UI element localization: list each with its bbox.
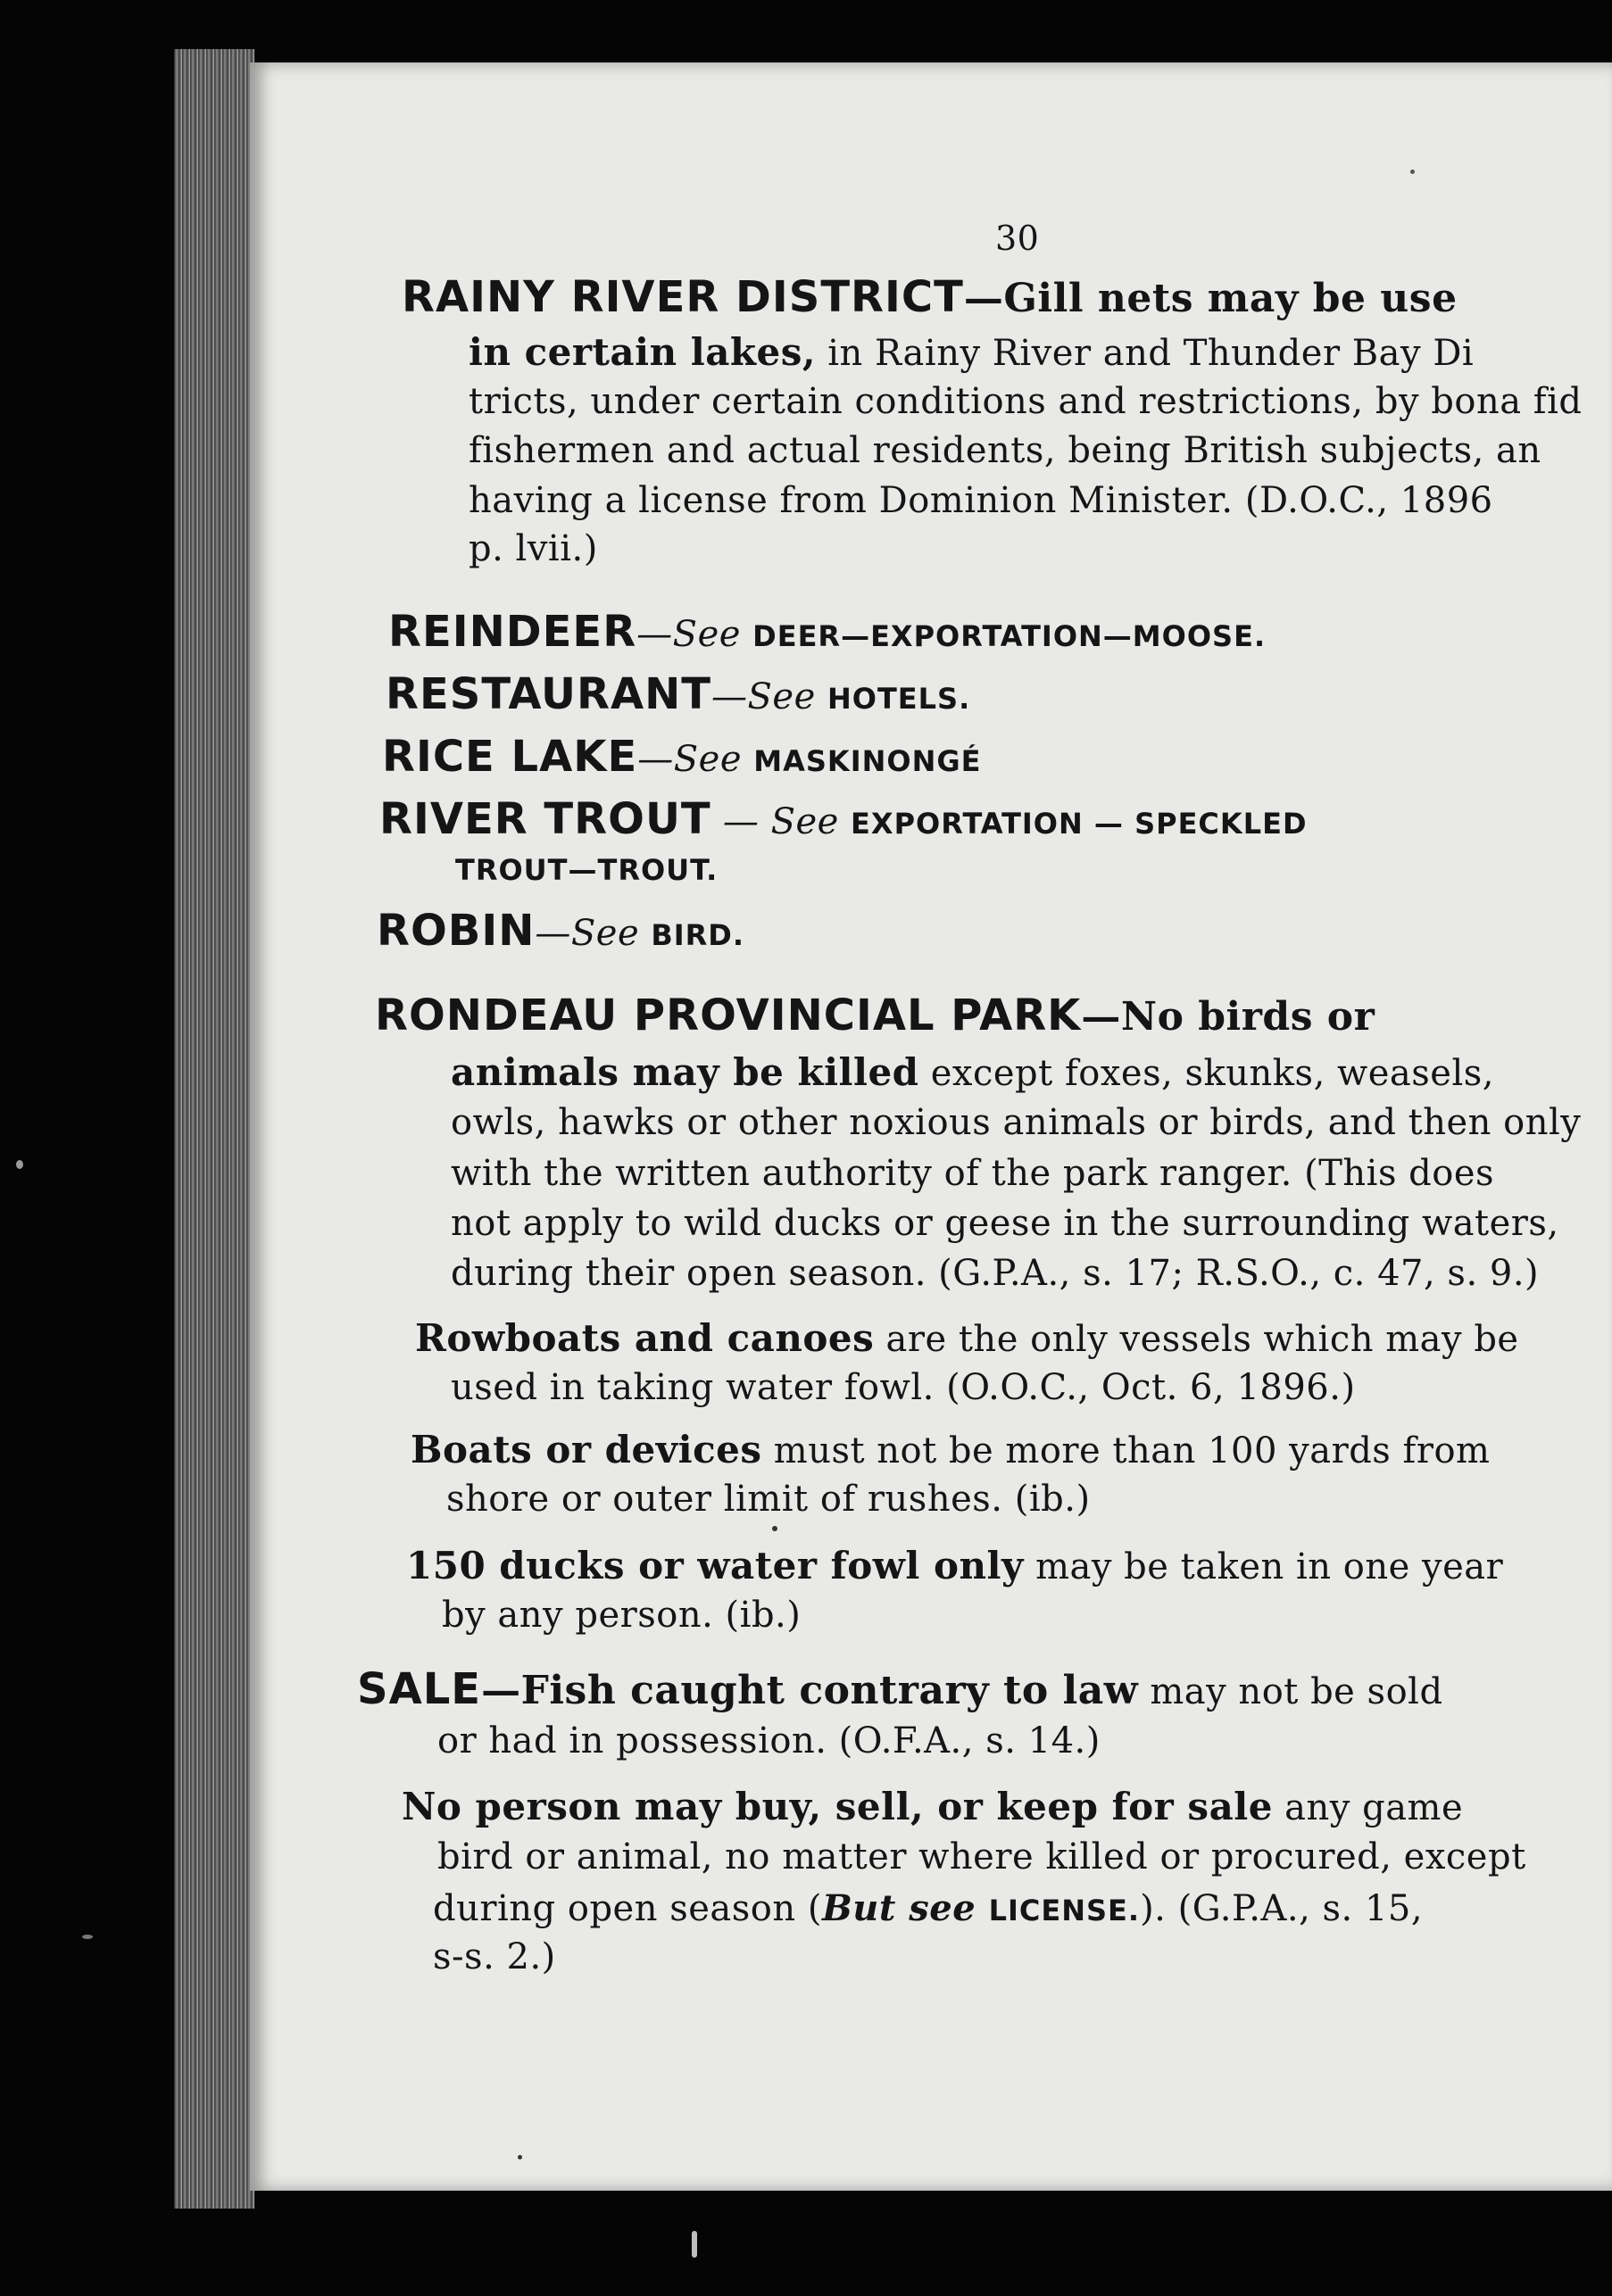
- entry-text-line: by any person. (ib.): [442, 1595, 802, 1636]
- entry-text-line: or had in possession. (O.F.A., s. 14.): [437, 1720, 1101, 1761]
- cross-reference: MASKINONGÉ: [753, 744, 982, 778]
- entry-robin: [377, 906, 744, 956]
- scan-speck: [692, 2231, 697, 2258]
- entry-lead: —No birds or: [1081, 994, 1375, 1040]
- entry-lead: 150 ducks or water fowl only: [406, 1544, 1024, 1587]
- scan-speck: [1410, 170, 1415, 174]
- entry-text-line: during their open season. (G.P.A., s. 17; R.S.O., c. 47, s. 9.): [451, 1253, 1540, 1294]
- entry-rainy-river: [402, 272, 1458, 322]
- cross-reference: TROUT—TROUT.: [455, 853, 719, 887]
- document-page: [250, 62, 1612, 2191]
- entry-lead: No person may buy, sell, or keep for sale: [402, 1785, 1273, 1828]
- entry-text-line: p. lvii.): [469, 528, 598, 569]
- see-reference: —See: [711, 676, 827, 717]
- entry-text: during open season (: [433, 1888, 822, 1929]
- entry-text-line: [433, 1887, 1423, 1929]
- entry-text-line: owls, hawks or other noxious animals or birds, and then only: [451, 1102, 1582, 1143]
- entry-restaurant: [386, 669, 970, 719]
- entry-text: in Rainy River and Thunder Bay Di: [816, 333, 1475, 374]
- entry-text-line: not apply to wild ducks or geese in the surrounding waters,: [451, 1203, 1559, 1244]
- entry-text: any game: [1272, 1787, 1464, 1828]
- entry-lead: Gill nets may be use: [1003, 276, 1458, 321]
- entry-lead: —Fish caught contrary to law: [481, 1668, 1139, 1713]
- entry-text-line: s-s. 2.): [433, 1936, 556, 1977]
- entry-text-line: having a license from Dominion Minister. (D.O.C., 1896: [469, 480, 1493, 521]
- entry-text-line: bird or animal, no matter where killed or procured, except: [437, 1836, 1526, 1877]
- entry-reindeer: [388, 607, 1266, 657]
- scan-speck: [16, 1160, 23, 1169]
- entry-text: must not be more than 100 yards from: [761, 1430, 1491, 1471]
- entry-text-line: used in taking water fowl. (O.O.C., Oct. 6, 1896.): [451, 1367, 1356, 1408]
- entry-heading: REINDEER: [388, 607, 637, 657]
- entry-heading: SALE: [357, 1664, 482, 1714]
- entry-heading: ROBIN: [377, 906, 536, 956]
- entry-heading: RAINY RIVER DISTRICT: [402, 272, 964, 322]
- entry-text-line: [451, 1050, 1494, 1094]
- cross-reference: BIRD.: [651, 918, 745, 952]
- entry-lead: in certain lakes,: [469, 330, 817, 374]
- entry-text: except foxes, skunks, weasels,: [918, 1053, 1494, 1094]
- cross-reference: LICENSE.: [988, 1894, 1141, 1927]
- cross-reference: EXPORTATION — SPECKLED: [851, 807, 1308, 841]
- entry-sale: [357, 1664, 1443, 1714]
- scan-speck: [82, 1935, 93, 1939]
- cross-reference: HOTELS.: [827, 682, 971, 716]
- entry-text-line: shore or outer limit of rushes. (ib.): [446, 1479, 1091, 1520]
- entry-text-line: [469, 330, 1474, 374]
- see-reference: —See: [535, 913, 652, 954]
- see-reference: But see: [821, 1887, 989, 1929]
- entry-text: may not be sold: [1138, 1671, 1443, 1712]
- entry-subparagraph: [406, 1544, 1503, 1587]
- entry-continuation: [455, 848, 718, 889]
- entry-heading: RESTAURANT: [386, 669, 712, 719]
- entry-lead: animals may be killed: [451, 1050, 919, 1094]
- entry-heading: RONDEAU PROVINCIAL PARK: [375, 991, 1082, 1040]
- page-number: 30: [995, 219, 1040, 258]
- entry-heading: RIVER TROUT: [379, 794, 711, 844]
- dash: —: [963, 276, 1004, 321]
- entry-text-line: with the written authority of the park ranger. (This does: [451, 1153, 1495, 1194]
- entry-heading: RICE LAKE: [382, 732, 638, 782]
- scan-speck: [518, 2155, 522, 2159]
- entry-text-line: tricts, under certain conditions and restrictions, by bona fid: [469, 381, 1583, 422]
- entry-subparagraph: [411, 1428, 1491, 1471]
- entry-lead: Rowboats and canoes: [415, 1316, 875, 1360]
- entry-rice-lake: [382, 732, 981, 782]
- entry-rondeau: [375, 991, 1375, 1040]
- entry-text: ). (G.P.A., s. 15,: [1140, 1888, 1424, 1929]
- cross-reference: DEER—EXPORTATION—MOOSE.: [752, 619, 1267, 653]
- entry-lead: Boats or devices: [411, 1428, 762, 1471]
- page-binding-edge: [174, 49, 254, 2209]
- scan-speck: [772, 1526, 777, 1531]
- entry-text: are the only vessels which may be: [874, 1319, 1519, 1360]
- see-reference: — See: [710, 801, 852, 842]
- entry-text: may be taken in one year: [1023, 1546, 1504, 1587]
- entry-subparagraph: [402, 1785, 1463, 1828]
- entry-text-line: fishermen and actual residents, being British subjects, an: [469, 430, 1541, 471]
- see-reference: —See: [637, 739, 754, 780]
- see-reference: —See: [636, 614, 753, 655]
- entry-subparagraph: [415, 1316, 1519, 1360]
- entry-river-trout: [379, 794, 1308, 844]
